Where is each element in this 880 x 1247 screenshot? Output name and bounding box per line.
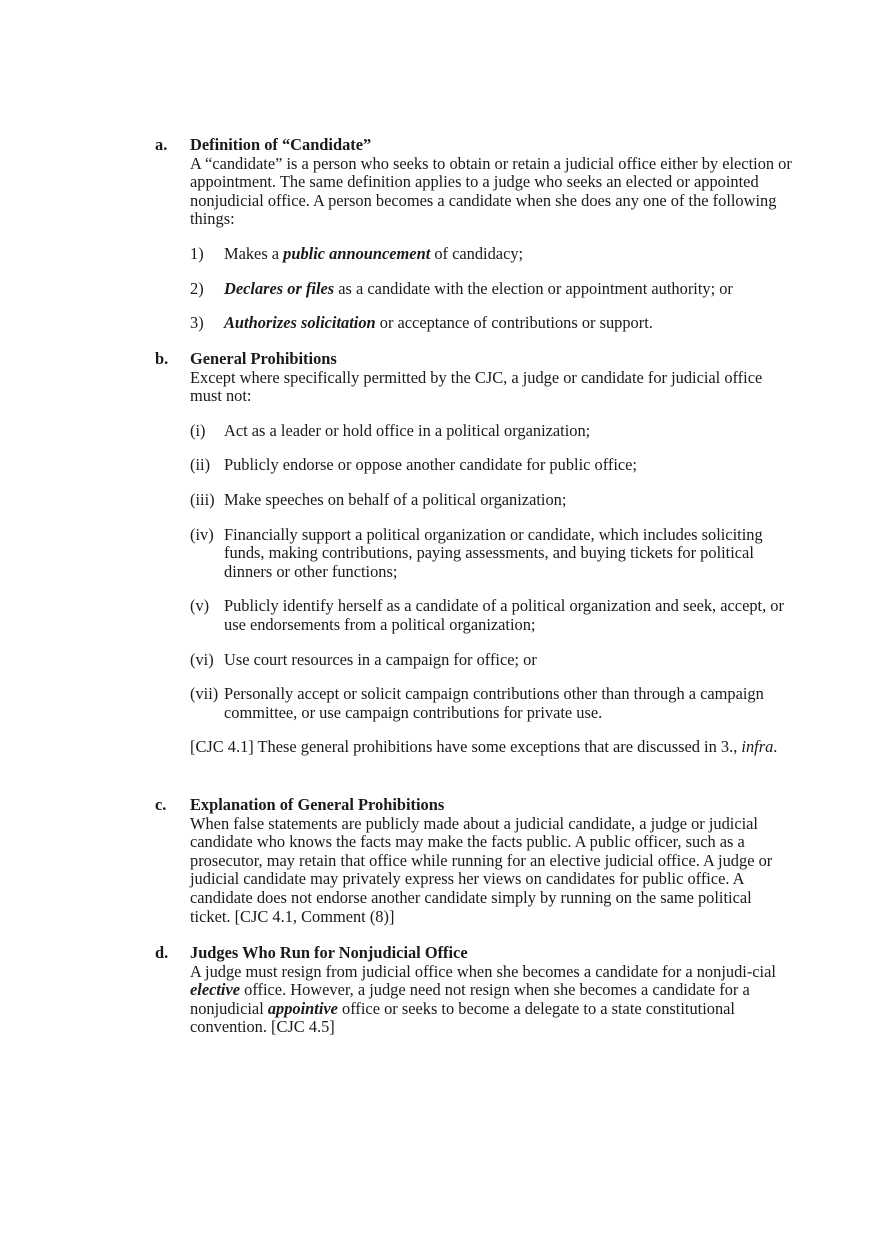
section-letter: d. bbox=[155, 943, 169, 962]
item-number: (iii) bbox=[190, 489, 215, 509]
prohibitions-list bbox=[190, 422, 795, 723]
item-emphasis: Authorizes solicitation bbox=[224, 313, 376, 333]
list-item bbox=[190, 280, 795, 299]
item-text: Act as a leader or hold office in a political organization; bbox=[224, 420, 591, 440]
item-text: Publicly identify herself as a candidate of a political organization and seek, accept, or use endorsements from a political organization; bbox=[224, 596, 784, 634]
citation-paragraph bbox=[190, 738, 795, 757]
item-emphasis: public announcement bbox=[283, 243, 431, 263]
section-intro: A “candidate” is a person who seeks to obtain or retain a judicial office either by election or appointment. The same definition applies to a judge who seeks an elected or appointed nonjudicial office. A person becomes a candidate when she does any one of the following things: bbox=[190, 153, 792, 229]
item-text: of candidacy; bbox=[430, 243, 524, 263]
item-number: (ii) bbox=[190, 455, 211, 475]
list-item bbox=[190, 456, 795, 475]
item-text: Personally accept or solicit campaign contributions other than through a campaign committee, or use campaign contributions for private use. bbox=[224, 684, 764, 722]
section-letter: b. bbox=[155, 349, 169, 368]
body-text: office or seeks to become a delegate to a state constitutional convention. [CJC 4.5] bbox=[190, 998, 735, 1037]
section-a bbox=[155, 136, 795, 333]
candidate-actions-list bbox=[190, 245, 795, 333]
list-item bbox=[190, 422, 795, 441]
item-number: 3) bbox=[190, 313, 204, 333]
item-number: (iv) bbox=[190, 524, 214, 544]
section-intro: Except where specifically permitted by the CJC, a judge or candidate for judicial office must not: bbox=[190, 367, 763, 406]
closing-text: [CJC 4.1] These general prohibitions have some exceptions that are discussed in 3., bbox=[190, 737, 742, 757]
item-text: Use court resources in a campaign for office; or bbox=[224, 649, 537, 669]
item-text: Makes a bbox=[224, 243, 284, 263]
list-item bbox=[190, 685, 795, 722]
section-heading: General Prohibitions bbox=[190, 349, 337, 368]
section-body bbox=[190, 963, 795, 1037]
section-heading: Definition of “Candidate” bbox=[190, 135, 372, 154]
item-text: as a candidate with the election or appointment authority; or bbox=[334, 278, 733, 298]
list-item bbox=[190, 245, 795, 264]
item-text: Publicly endorse or oppose another candidate for public office; bbox=[224, 455, 637, 475]
section-b bbox=[155, 350, 795, 757]
item-text: or acceptance of contributions or support. bbox=[375, 313, 653, 333]
body-emphasis: elective bbox=[190, 980, 241, 1000]
item-number: (i) bbox=[190, 420, 206, 440]
section-letter: c. bbox=[155, 795, 167, 814]
closing-text-end: . bbox=[773, 737, 778, 757]
item-number: (vii) bbox=[190, 684, 219, 704]
item-text: Make speeches on behalf of a political organization; bbox=[224, 489, 567, 509]
item-text: Financially support a political organization or candidate, which includes soliciting funds, making contributions, paying assessments, and buying tickets for political dinners or other functions; bbox=[224, 524, 763, 581]
list-item bbox=[190, 491, 795, 510]
list-item bbox=[190, 314, 795, 333]
section-heading: Judges Who Run for Nonjudicial Office bbox=[190, 943, 468, 962]
list-item bbox=[190, 651, 795, 670]
body-text: office. However, a judge need not resign when she becomes a candidate for a nonjudicial bbox=[190, 980, 750, 1018]
body-emphasis: appointive bbox=[267, 998, 338, 1018]
item-number: (vi) bbox=[190, 649, 214, 669]
section-c bbox=[155, 796, 795, 926]
item-number: (v) bbox=[190, 596, 210, 616]
closing-emphasis: infra bbox=[741, 737, 774, 757]
item-number: 2) bbox=[190, 278, 204, 298]
body-text: A judge must resign from judicial office when she becomes a candidate for a nonjudi-cial bbox=[190, 961, 776, 981]
section-body: When false statements are publicly made about a judicial candidate, a judge or judicial candidate who knows the facts may make the facts public. A public officer, such as a prosecutor, may retain that office while running for an elective judicial office. A judge or judicial candidate may privately express her views on candidates for public office. A candidate does not endorse another candidate simply by running on the same political ticket. [CJC 4.1, Comment (8)] bbox=[190, 813, 773, 926]
section-letter: a. bbox=[155, 135, 168, 154]
list-item bbox=[190, 597, 795, 634]
item-number: 1) bbox=[190, 243, 204, 263]
item-emphasis: Declares or files bbox=[224, 278, 335, 298]
section-d bbox=[155, 944, 795, 1037]
section-heading: Explanation of General Prohibitions bbox=[190, 795, 445, 814]
list-item bbox=[190, 526, 795, 582]
